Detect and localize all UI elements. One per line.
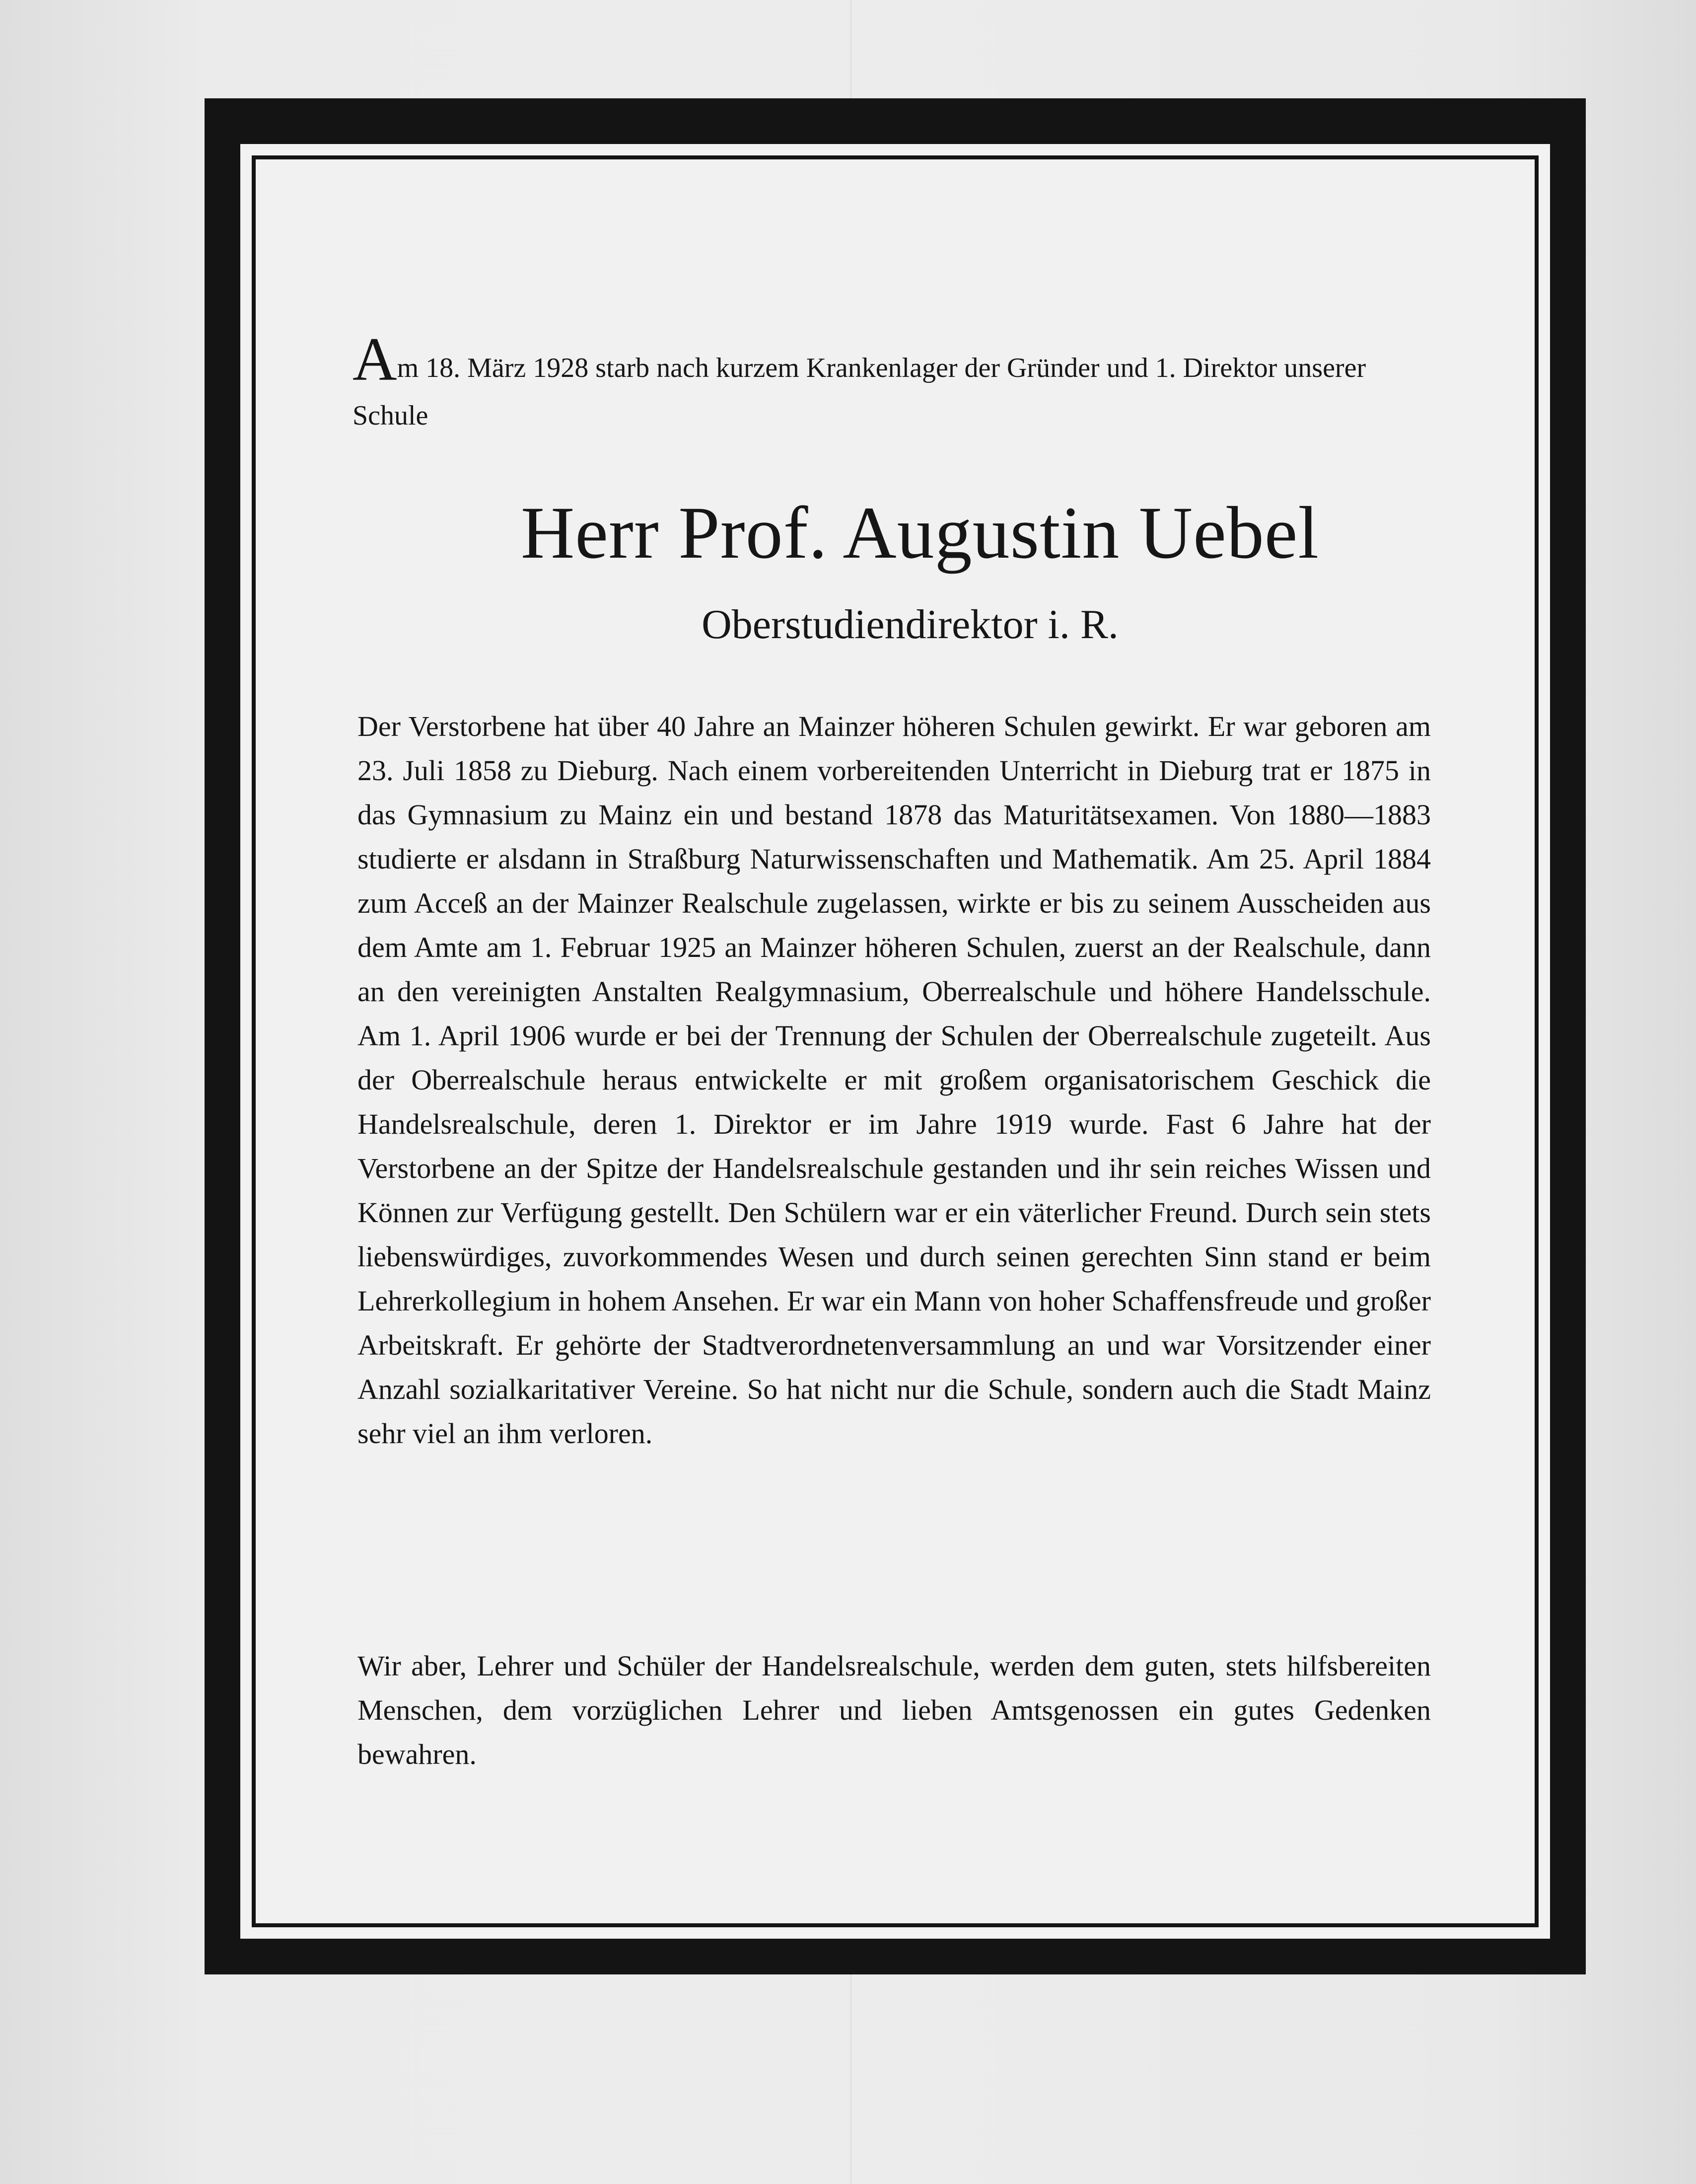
mourning-border-frame <box>205 98 1586 1974</box>
obituary-content <box>205 98 1586 1974</box>
deceased-name-title: Herr Prof. Augustin Uebel <box>520 492 1320 574</box>
obituary-body-paragraph: Der Verstorbene hat über 40 Jahre an Mainzer höheren Schulen gewirkt. Er war geboren am 23. Juli 1858 zu Dieburg. Nach einem vorbereitenden Unterricht in Dieburg trat er 1875 in das Gymnasium zu Mainz ein und bestand 1878 das Maturitätsexamen. Von 1880—1883 studierte er alsdann in Straßburg Naturwissenschaften und Mathematik. Am 25. April 1884 zum Acceß an der Mainzer Realschule zugelassen, wirkte er bis zu seinem Ausscheiden aus dem Amte am 1. Februar 1925 an Mainzer höheren Schulen, zuerst an der Realschule, dann an den vereinigten Anstalten Realgymnasium, Oberrealschule und höhere Handelsschule. Am 1. April 1906 wurde er bei der Trennung der Schulen der Oberrealschule zugeteilt. Aus der Oberrealschule heraus entwickelte er mit großem organisatorischem Geschick die Handelsrealschule, deren 1. Direktor er im Jahre 1919 wurde. Fast 6 Jahre hat der Verstorbene an der Spitze der Handelsrealschule gestanden und ihr sein reiches Wissen und Können zur Verfügung gestellt. Den Schülern war er ein väterlicher Freund. Durch sein stets liebenswürdiges, zuvorkommendes Wesen und durch seinen gerechten Sinn stand er beim Lehrerkollegium in hohem Ansehen. Er war ein Mann von hoher Schaffensfreude und großer Arbeitskraft. Er gehörte der Stadtverordnetenversammlung an und war Vorsitzender einer Anzahl sozialkaritativer Vereine. So hat nicht nur die Schule, sondern auch die Stadt Mainz sehr viel an ihm verloren. <box>357 710 1431 1450</box>
drop-cap: A <box>353 325 397 393</box>
intro-paragraph <box>353 325 1445 439</box>
intro-text: m 18. März 1928 starb nach kurzem Krankenlager der Gründer und 1. Direktor unserer Schule <box>353 353 1366 431</box>
obituary-closing-paragraph: Wir aber, Lehrer und Schüler der Handelsrealschule, werden dem guten, stets hilfsbereiten Menschen, dem vorzüglichen Lehrer und lieben Amtsgenossen ein gutes Gedenken bewahren. <box>357 1650 1431 1770</box>
deceased-rank-title: Oberstudiendirektor i. R. <box>702 601 1119 648</box>
